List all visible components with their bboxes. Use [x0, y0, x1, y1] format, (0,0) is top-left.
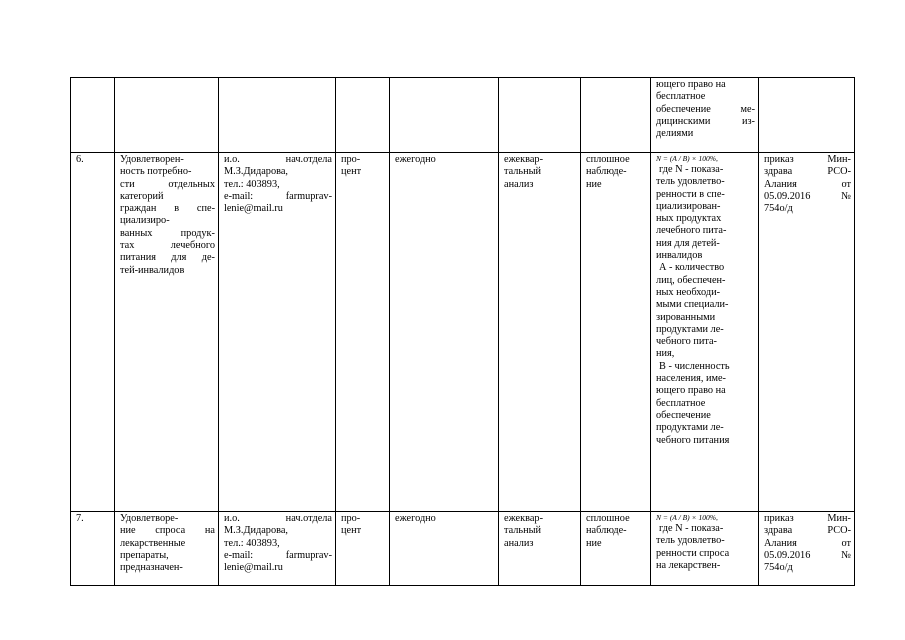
indicator-name: Удовлетворе- ние спроса на лекарственные препараты, предназначен- — [115, 512, 219, 586]
row-number: 6. — [71, 153, 115, 512]
table-row — [71, 153, 855, 512]
cell-description — [651, 78, 759, 153]
cell-frequency — [390, 78, 499, 153]
row-number: 7. — [71, 512, 115, 586]
frequency: ежегодно — [390, 512, 499, 586]
cell-responsible — [219, 78, 336, 153]
legal-basis: приказ Мин- здрава РСО- Алания от 05.09.2016 № 754о/д — [759, 512, 855, 586]
indicators-table — [70, 77, 855, 586]
calculation-description: N = (A / B) × 100%, где N - показа- тель удовлетво- ренности спроса на лекарствен- — [651, 512, 759, 586]
cell-reporting — [499, 78, 581, 153]
cell-method — [581, 78, 651, 153]
responsible-contact: и.о. нач.отдела М.З.Дидарова, тел.: 403893, e-mail: farmuprav- lenie@mail.ru — [219, 153, 336, 512]
cell-basis — [759, 78, 855, 153]
responsible-contact: и.о. нач.отдела М.З.Дидарова, тел.: 403893, e-mail: farmuprav- lenie@mail.ru — [219, 512, 336, 586]
indicator-name: Удовлетворен- ность потребно- сти отдельных категорий граждан в спе- циализиро- ванных продук- тах лечебного питания для де- тей-инвалидов — [115, 153, 219, 512]
legal-basis: приказ Мин- здрава РСО- Алания от 05.09.2016 № 754о/д — [759, 153, 855, 512]
description-line: ющего право на — [656, 79, 726, 90]
frequency: ежегодно — [390, 153, 499, 512]
description-line: делиями — [656, 128, 694, 140]
unit: про- цент — [336, 512, 390, 586]
reporting: ежеквар- тальный анализ — [499, 512, 581, 586]
method: сплошное наблюде- ние — [581, 512, 651, 586]
calculation-description: N = (A / B) × 100%, где N - показа- тель удовлетво- ренности в спе- циализирован- ных продуктах лечебного пита- ния для детей- инвалидов А - количество лиц, обеспечен- ных необходи- мыми специали- зированными продуктами ле- чебного пита- ния, В - численность населения, име- ющего право на бесплатное обеспечение продуктами ле- чебного питания — [651, 153, 759, 512]
description-line: бесплатное — [656, 91, 706, 103]
formula: N = (A / B) × 100%, — [656, 154, 718, 163]
reporting: ежеквар- тальный анализ — [499, 153, 581, 512]
table-row-continuation — [71, 78, 855, 153]
table-row — [71, 512, 855, 586]
cell-number — [71, 78, 115, 153]
description-line: обеспечение ме- — [656, 103, 755, 115]
method: сплошное наблюде- ние — [581, 153, 651, 512]
description-line: дицинскими из- — [656, 115, 755, 127]
cell-unit — [336, 78, 390, 153]
cell-name — [115, 78, 219, 153]
unit: про- цент — [336, 153, 390, 512]
formula: N = (A / B) × 100%, — [656, 513, 718, 522]
